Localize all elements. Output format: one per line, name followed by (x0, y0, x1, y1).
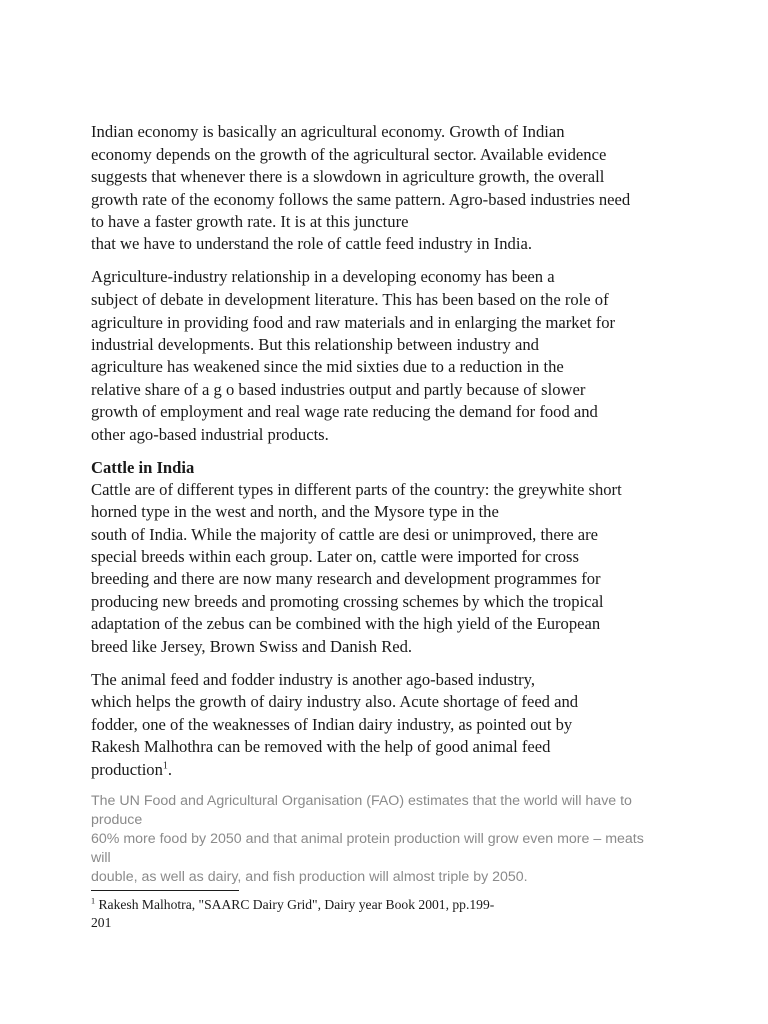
paragraph-2-line: agriculture in providing food and raw materials and in enlarging the market for (91, 313, 616, 332)
fao-note-line: double, as well as dairy, and fish production will almost triple by 2050. (91, 869, 528, 885)
section-heading-cattle: Cattle in India (91, 458, 195, 477)
paragraph-3-line: adaptation of the zebus can be combined with the high yield of the European (91, 614, 601, 633)
paragraph-1-line: suggests that whenever there is a slowdown in agriculture growth, the overall (91, 167, 605, 186)
footnote-marker: 1 (91, 896, 96, 906)
footnote-text: Rakesh Malhotra, "SAARC Dairy Grid", Dairy year Book 2001, pp.199- (95, 897, 495, 912)
paragraph-3-line: breeding and there are now many research and development programmes for (91, 569, 601, 588)
paragraph-3-line: south of India. While the majority of cattle are desi or unimproved, there are (91, 525, 599, 544)
fao-note-line: will (91, 850, 111, 866)
paragraph-3-line: producing new breeds and promoting crossing schemes by which the tropical (91, 592, 604, 611)
paragraph-4-period: . (167, 760, 173, 779)
paragraph-3-line: special breeds within each group. Later on, cattle were imported for cross (91, 547, 579, 566)
footnote-separator (91, 890, 239, 891)
paragraph-4-line: which helps the growth of dairy industry also. Acute shortage of feed and (91, 692, 579, 711)
paragraph-2-line: subject of debate in development literature. This has been based on the role of (91, 290, 609, 309)
paragraph-2-line: agriculture has weakened since the mid sixties due to a reduction in the (91, 357, 564, 376)
paragraph-2-line: industrial developments. But this relationship between industry and (91, 335, 539, 354)
paragraph-1-line: to have a faster growth rate. It is at this juncture (91, 212, 409, 231)
paragraph-1-line: Indian economy is basically an agricultural economy. Growth of Indian (91, 122, 565, 141)
paragraph-1-line: that we have to understand the role of cattle feed industry in India. (91, 234, 532, 253)
paragraph-2-line: growth of employment and real wage rate reducing the demand for food and (91, 402, 598, 421)
fao-note-line: 60% more food by 2050 and that animal protein production will grow even more – meats (91, 831, 644, 847)
paragraph-2-line: Agriculture-industry relationship in a developing economy has been a (91, 267, 555, 286)
paragraph-4-line: fodder, one of the weaknesses of Indian dairy industry, as pointed out by (91, 715, 573, 734)
footnote-line-2: 201 (91, 915, 112, 930)
paragraph-4-line: The animal feed and fodder industry is another ago-based industry, (91, 670, 536, 689)
paragraph-2-line: relative share of a g o based industries output and partly because of slower (91, 380, 586, 399)
fao-note-line: produce (91, 812, 143, 828)
paragraph-4-last-line (91, 760, 172, 782)
paragraph-4-line: Rakesh Malhothra can be removed with the help of good animal feed (91, 737, 551, 756)
paragraph-3-line: breed like Jersey, Brown Swiss and Danish Red. (91, 637, 413, 656)
fao-note-line: The UN Food and Agricultural Organisation (FAO) estimates that the world will have to (91, 793, 632, 809)
paragraph-3-line: Cattle are of different types in different parts of the country: the greywhite short (91, 480, 622, 499)
paragraph-2-line: other ago-based industrial products. (91, 425, 329, 444)
paragraph-1-line: growth rate of the economy follows the same pattern. Agro-based industries need (91, 190, 631, 209)
paragraph-1-line: economy depends on the growth of the agricultural sector. Available evidence (91, 145, 607, 164)
paragraph-3-line: horned type in the west and north, and the Mysore type in the (91, 502, 499, 521)
paragraph-4-last-text: production (91, 760, 163, 779)
footnote-reference: 1 (162, 760, 168, 772)
footnote-line (91, 896, 494, 915)
